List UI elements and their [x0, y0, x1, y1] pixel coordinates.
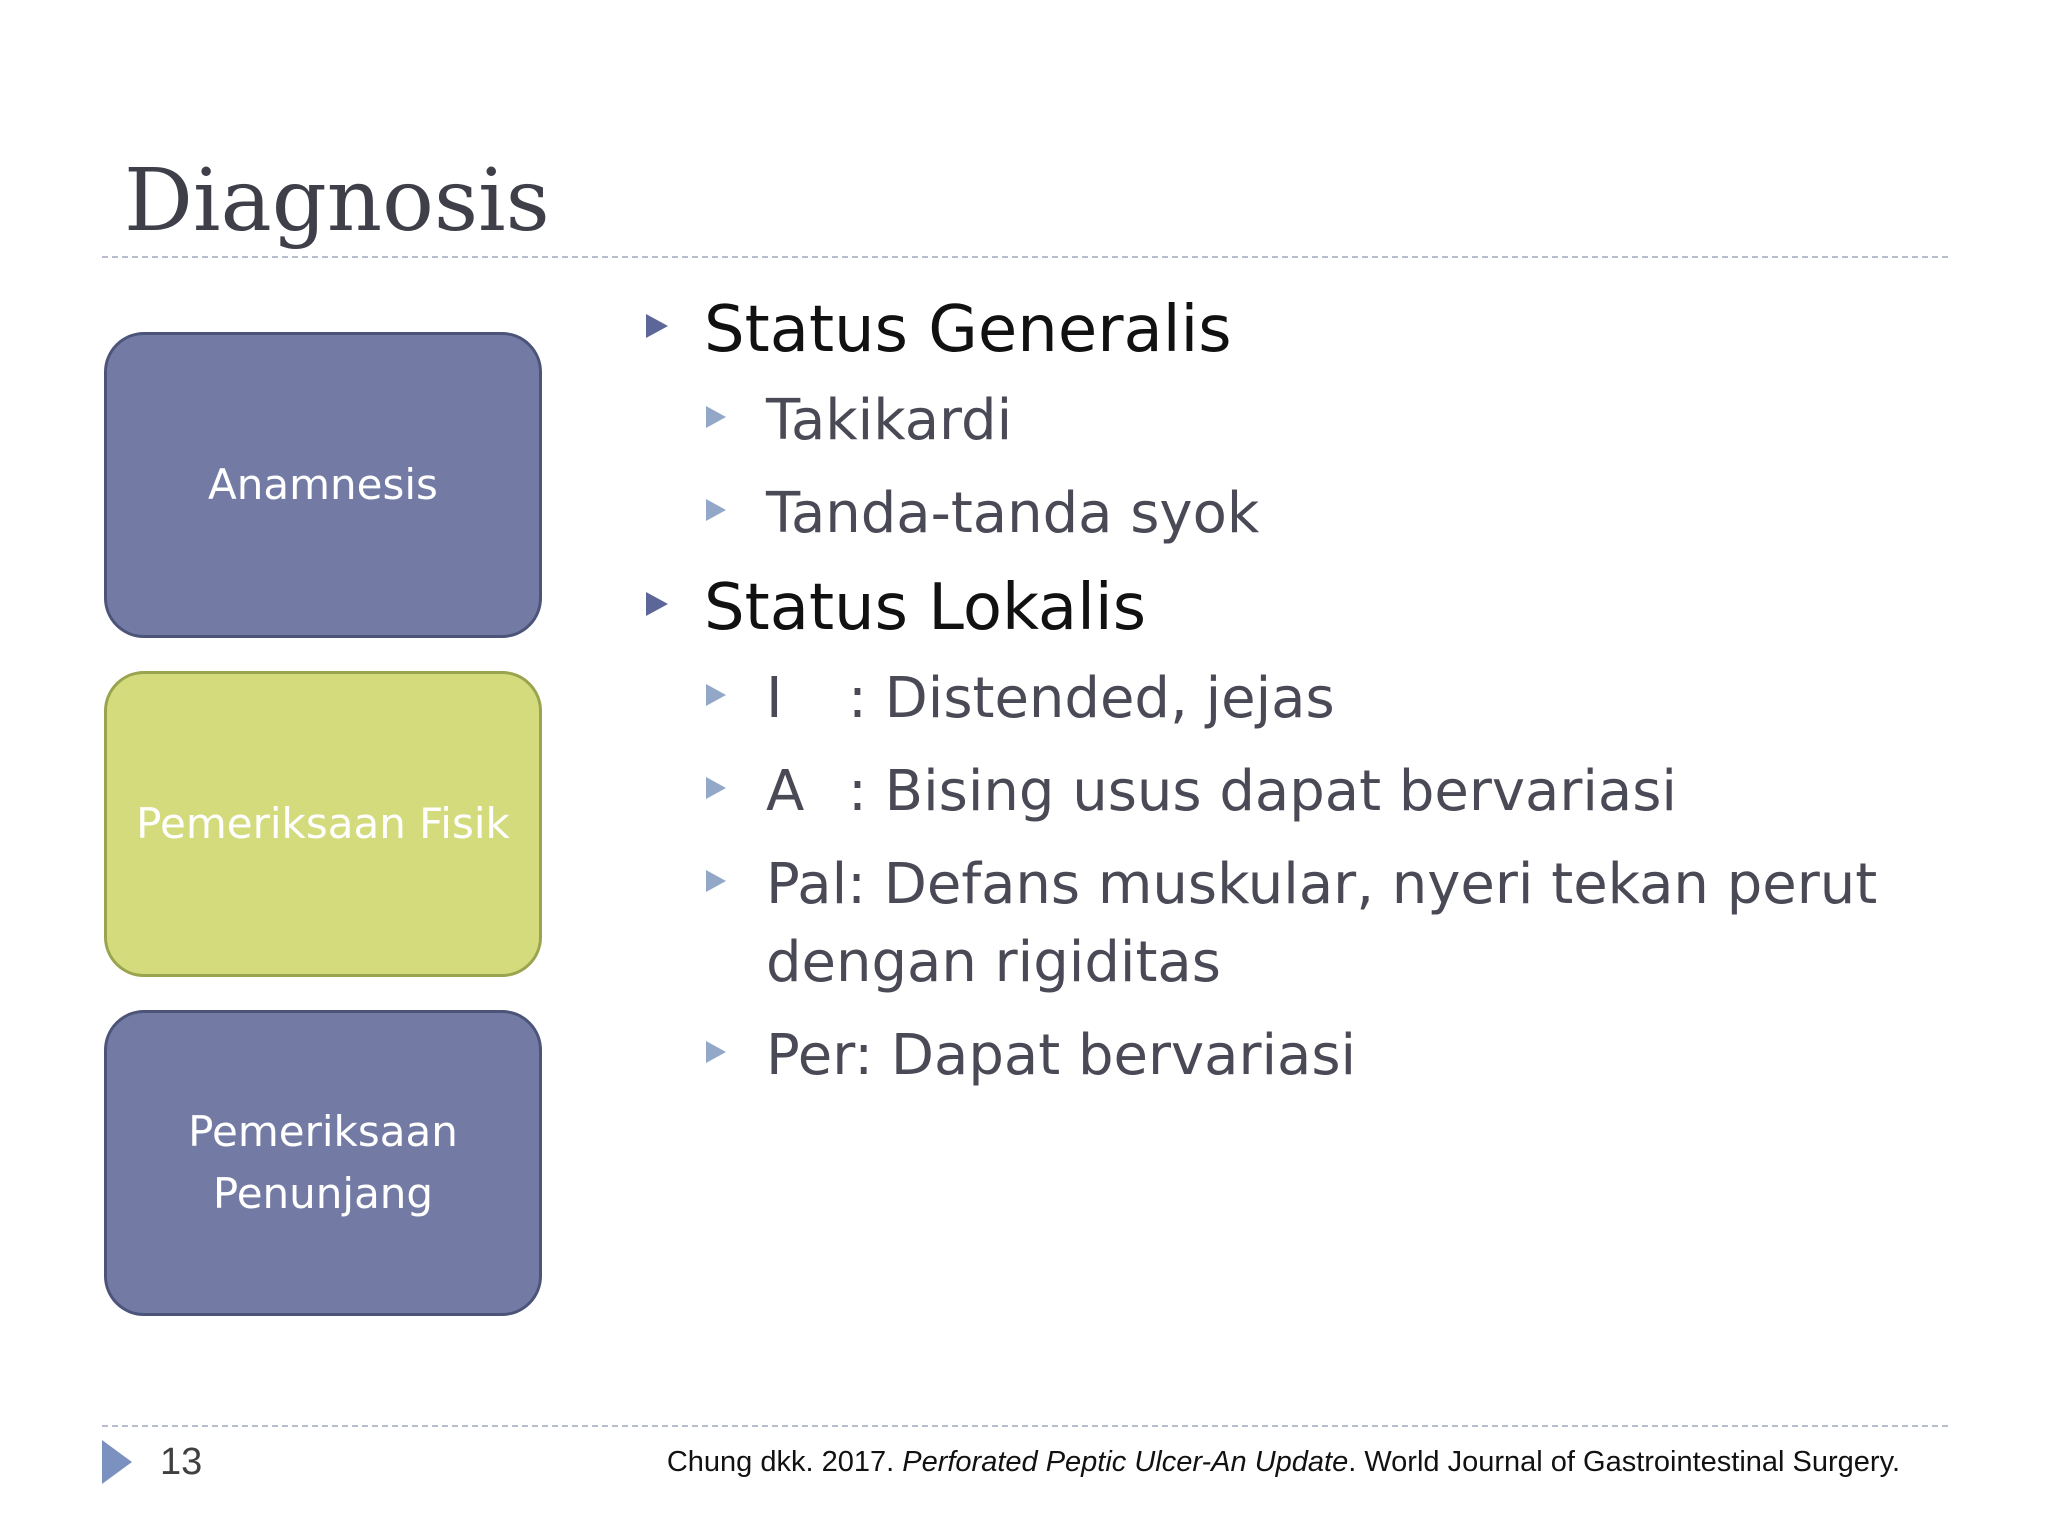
title-divider — [102, 256, 1948, 258]
general-finding-text: Takikardi — [766, 388, 1013, 453]
general-finding-item — [644, 382, 1944, 460]
citation-prefix: Chung dkk. 2017. — [666, 1446, 903, 1478]
level2-bullet-icon — [706, 499, 726, 521]
inspection-item — [644, 660, 1944, 738]
supporting-exam-label-line-1: Pemeriksaan — [188, 1107, 458, 1156]
general-finding-text: Tanda-tanda syok — [766, 481, 1260, 546]
level2-bullet-icon — [706, 406, 726, 428]
anamnesis-box — [104, 332, 542, 638]
footer-arrow-icon — [102, 1440, 132, 1484]
supporting-exam-label-line-2: Penunjang — [212, 1169, 434, 1218]
supporting-exam-label — [188, 1101, 458, 1225]
palpation-item — [644, 846, 1944, 1002]
auscultation-item — [644, 753, 1944, 831]
page-number: 13 — [160, 1441, 203, 1483]
citation-suffix: . World Journal of Gastrointestinal Surgery. — [1348, 1446, 1900, 1478]
supporting-exam-box — [104, 1010, 542, 1316]
status-generalis-heading: Status Generalis — [704, 293, 1232, 367]
level2-bullet-icon — [706, 870, 726, 892]
citation-title: Perforated Peptic Ulcer-An Update — [902, 1446, 1349, 1478]
inspection-key: I — [766, 666, 783, 731]
level2-bullet-icon — [706, 1041, 726, 1063]
percussion-text: Per: Dapat bervariasi — [766, 1023, 1357, 1088]
general-finding-item — [644, 475, 1944, 553]
diagnosis-bullet-list — [644, 290, 1944, 1110]
anamnesis-label — [208, 454, 438, 516]
level2-bullet-icon — [706, 684, 726, 706]
physical-exam-label — [136, 793, 510, 855]
physical-exam-box — [104, 671, 542, 977]
footer-divider — [102, 1425, 1948, 1427]
auscultation-key: A — [766, 759, 805, 824]
status-lokalis-item — [644, 568, 1944, 648]
citation — [667, 1443, 1900, 1481]
level1-bullet-icon — [646, 592, 668, 616]
percussion-item — [644, 1017, 1944, 1095]
anamnesis-label-line-1: Anamnesis — [208, 460, 438, 509]
level2-bullet-icon — [706, 777, 726, 799]
physical-exam-label-line-1: Pemeriksaan Fisik — [136, 799, 510, 848]
level1-bullet-icon — [646, 314, 668, 338]
status-generalis-item — [644, 290, 1944, 370]
palpation-text: Pal: Defans muskular, nyeri tekan perut dengan rigiditas — [766, 852, 1878, 995]
auscultation-text: : Bising usus dapat bervariasi — [848, 759, 1677, 824]
inspection-text: : Distended, jejas — [848, 666, 1335, 731]
status-lokalis-heading: Status Lokalis — [704, 571, 1147, 645]
slide-title: Diagnosis — [124, 151, 550, 251]
